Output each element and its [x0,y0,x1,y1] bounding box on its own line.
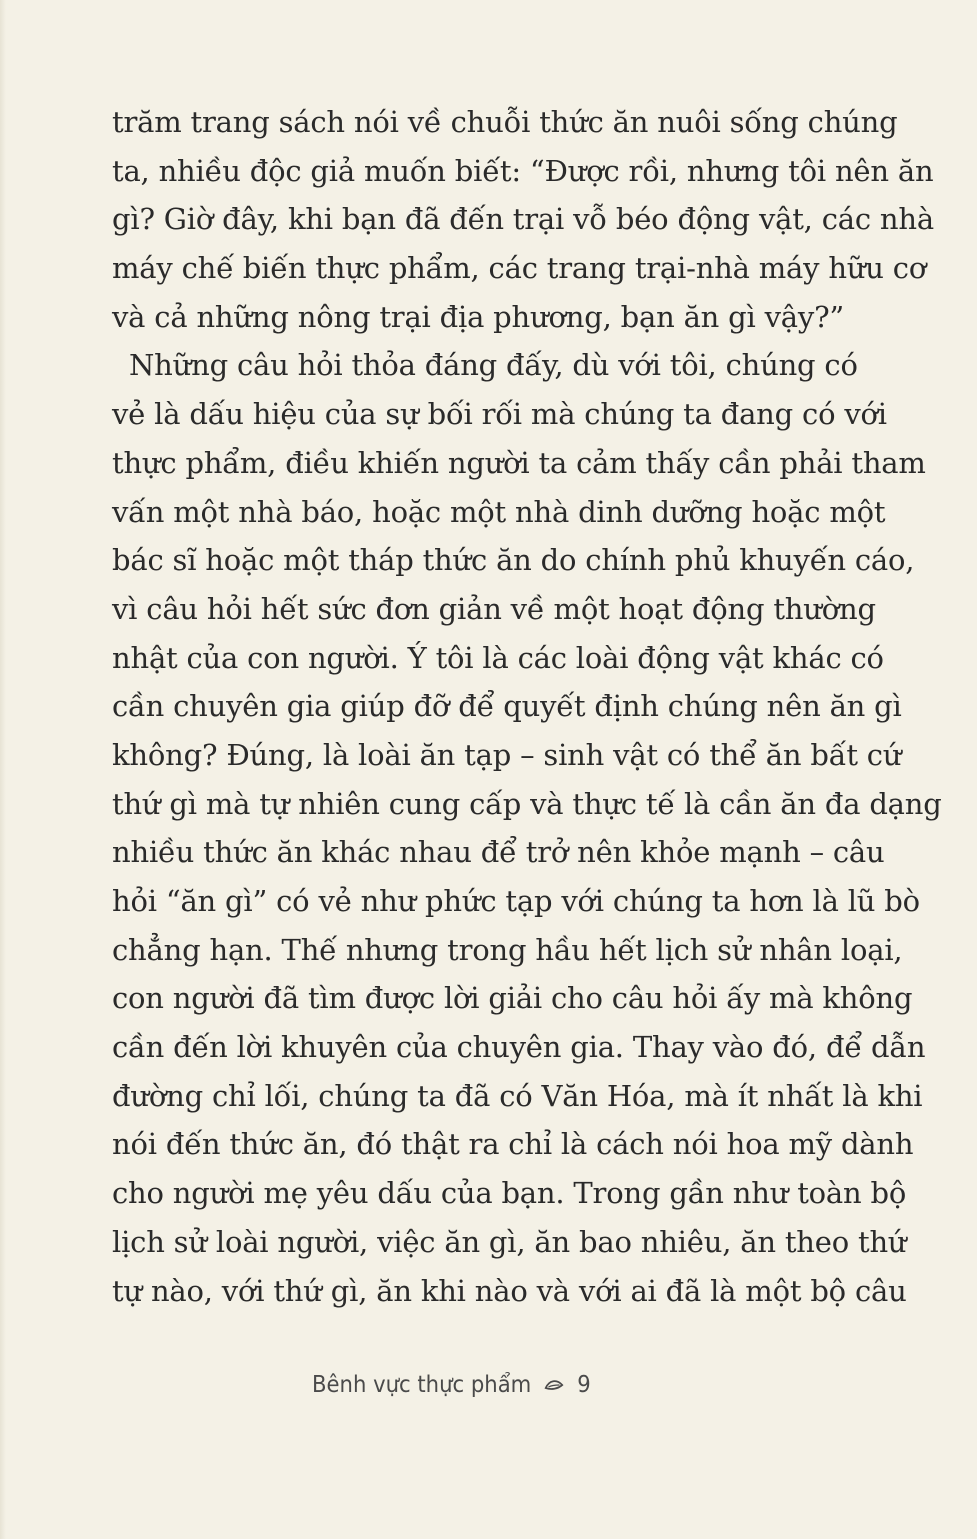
running-title: Bênh vực thực phẩm [312,1372,532,1398]
text-line: bác sĩ hoặc một tháp thức ăn do chính phủ khuyến cáo, [112,543,915,578]
body-text [112,98,942,1315]
text-line: gì? Giờ đây, khi bạn đã đến trại vỗ béo động vật, các nhà [112,202,934,237]
text-line: vẻ là dấu hiệu của sự bối rối mà chúng ta đang có với [112,397,887,432]
text-line: nhật của con người. Ý tôi là các loài động vật khác có [112,640,884,675]
text-line: nói đến thức ăn, đó thật ra chỉ là cách nói hoa mỹ dành [112,1127,914,1162]
text-line: không? Đúng, là loài ăn tạp – sinh vật có thể ăn bất cứ [112,737,902,772]
text-line: cần chuyên gia giúp đỡ để quyết định chúng nên ăn gì [112,689,902,724]
text-line: cần đến lời khuyên của chuyên gia. Thay vào đó, để dẫn [112,1030,926,1065]
text-line: hỏi “ăn gì” có vẻ như phức tạp với chúng ta hơn là lũ bò [112,884,920,918]
text-line: ta, nhiều độc giả muốn biết: “Được rồi, nhưng tôi nên ăn [112,153,934,188]
text-line: chẳng hạn. Thế nhưng trong hầu hết lịch sử nhân loại, [112,932,903,967]
page-edge [0,0,6,1539]
text-line: con người đã tìm được lời giải cho câu hỏi ấy mà không [112,981,913,1016]
leaf-ornament-icon [544,1377,564,1393]
text-line: và cả những nông trại địa phương, bạn ăn gì vậy?” [112,299,845,334]
text-line: thứ gì mà tự nhiên cung cấp và thực tế là cần ăn đa dạng [112,786,942,821]
text-line: vì câu hỏi hết sức đơn giản về một hoạt động thường [112,591,876,626]
text-line: vấn một nhà báo, hoặc một nhà dinh dưỡng hoặc một [112,494,886,529]
text-line: trăm trang sách nói về chuỗi thức ăn nuôi sống chúng [112,105,898,139]
text-line: cho người mẹ yêu dấu của bạn. Trong gần như toàn bộ [112,1176,907,1211]
text-line: lịch sử loài người, việc ăn gì, ăn bao nhiêu, ăn theo thứ [112,1224,907,1259]
text-line: thực phẩm, điều khiến người ta cảm thấy cần phải tham [112,445,926,480]
text-line: đường chỉ lối, chúng ta đã có Văn Hóa, mà ít nhất là khi [112,1078,923,1113]
text-line: tự nào, với thứ gì, ăn khi nào và với ai đã là một bộ câu [112,1273,907,1308]
page-footer [312,1365,591,1405]
paragraph-start-line: Những câu hỏi thỏa đáng đấy, dù với tôi, chúng có [129,348,858,383]
text-line: máy chế biến thực phẩm, các trang trại-nhà máy hữu cơ [112,251,927,286]
page-number: 9 [577,1372,591,1398]
text-line: nhiều thức ăn khác nhau để trở nên khỏe mạnh – câu [112,835,885,870]
